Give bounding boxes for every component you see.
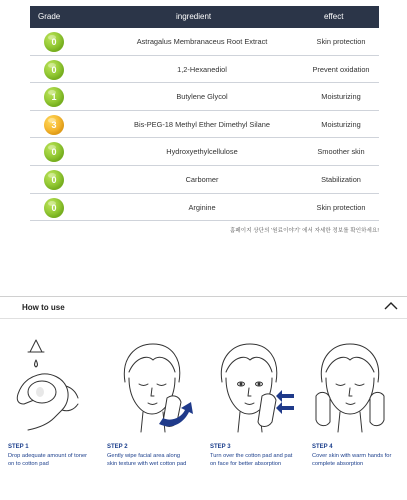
header-ingredient: ingredient: [176, 12, 212, 21]
ingredient-note: 홈페이지 상단의 '원료이야기' 에서 자세한 정보를 확인하세요!: [229, 228, 379, 234]
wipe-face-icon: [107, 338, 197, 438]
cover-face-icon: [310, 338, 400, 438]
grade-badge: 0: [44, 170, 64, 190]
ingredient-name: Arginine: [188, 202, 216, 212]
table-row: [30, 111, 379, 139]
table-row: [30, 28, 379, 56]
ingredient-name: Astragalus Membranaceus Root Extract: [136, 37, 268, 46]
table-row: [30, 166, 379, 194]
ingredient-name: Bis-PEG-18 Methyl Ether Dimethyl Silane: [134, 119, 270, 129]
toner-drop-icon: [8, 338, 88, 438]
ingredient-table: [30, 6, 379, 221]
ingredient-name: Hydroxyethylcellulose: [166, 147, 238, 157]
header-grade: Grade: [38, 12, 61, 21]
how-to-use-title: How to use: [22, 303, 65, 312]
step-label: STEP 1: [8, 444, 29, 450]
header-effect: effect: [324, 12, 344, 21]
ingredient-effect: Skin protection: [316, 202, 366, 212]
grade-badge: 3: [44, 115, 64, 135]
grade-badge: 0: [44, 60, 64, 80]
grade-badge: 0: [44, 198, 64, 218]
step-description: Cover skin with warm hands for complete absorption: [312, 453, 392, 467]
step-description: Turn over the cotton pad and pat on face for better absorption: [210, 453, 293, 467]
chevron-up-icon[interactable]: [383, 299, 399, 313]
table-row: [30, 56, 379, 84]
ingredient-effect: Moisturizing: [321, 119, 361, 129]
ingredient-name: Butylene Glycol: [176, 92, 228, 102]
table-row: [30, 138, 379, 166]
ingredient-effect: Moisturizing: [321, 92, 361, 102]
grade-badge: 1: [44, 87, 64, 107]
table-row: [30, 83, 379, 111]
ingredient-effect: Stabilization: [321, 174, 361, 184]
table-row: [30, 194, 379, 222]
step-label: STEP 3: [210, 444, 231, 450]
ingredient-effect: Smoother skin: [317, 147, 365, 157]
step-label: STEP 2: [107, 444, 128, 450]
step-description: Drop adequate amount of toner on to cotton pad: [8, 453, 88, 467]
divider: [0, 318, 407, 319]
grade-badge: 0: [44, 142, 64, 162]
pat-face-icon: [208, 338, 298, 438]
step-label: STEP 4: [312, 444, 333, 450]
step-description: Gently wipe facial area along skin texture with wet cotton pad: [107, 453, 187, 467]
table-header: [30, 6, 379, 28]
how-to-use-header[interactable]: [0, 296, 407, 318]
ingredient-name: 1,2-Hexanediol: [177, 64, 227, 74]
ingredient-name: Carbomer: [185, 174, 219, 184]
grade-badge: 0: [44, 32, 64, 52]
ingredient-effect: Prevent oxidation: [312, 64, 370, 74]
ingredient-effect: Skin protection: [316, 37, 366, 46]
